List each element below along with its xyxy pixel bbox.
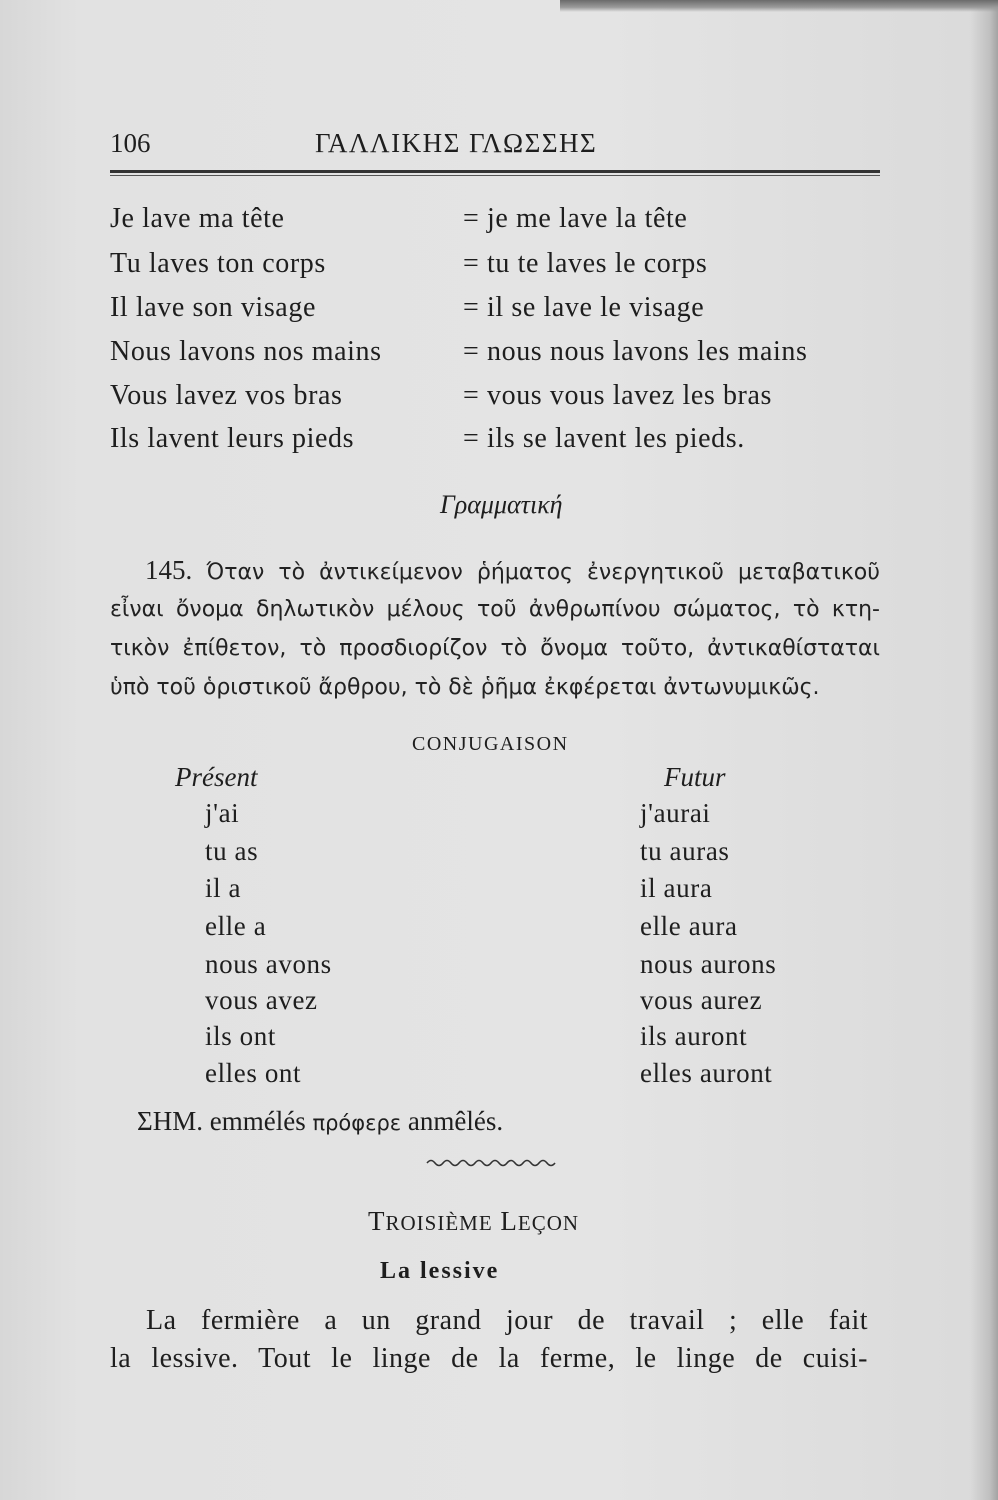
note-pronunciation: anmêlés. (407, 1106, 504, 1136)
present-form: tu as (205, 836, 259, 866)
paragraph-number: 145. (145, 555, 193, 585)
paragraph-line: la lessive. Tout le linge de la ferme, le linge de cuisi- (110, 1343, 868, 1374)
header-rule-thin (110, 175, 880, 176)
example-right: = je me lave la tête (463, 203, 688, 234)
conjugation-heading: CONJUGAISON (412, 733, 569, 755)
future-form: ils auront (640, 1021, 748, 1051)
paragraph-line: ὑπὸ τοῦ ὁριστικοῦ ἄρθρου, τὸ δὲ ῥῆμα ἐκφέρεται ἀντωνυμικῶς. (110, 675, 820, 700)
section-word: EÇON (517, 1211, 580, 1235)
future-form: il aura (640, 873, 713, 903)
page-edge-shadow (970, 0, 998, 1500)
note-label: ΣΗΜ. (137, 1106, 203, 1136)
example-left: Vous lavez vos bras (110, 380, 343, 411)
present-form: ils ont (205, 1021, 276, 1051)
grammar-paragraph (110, 551, 880, 707)
section-initial: L (500, 1206, 518, 1236)
present-form: vous avez (205, 985, 318, 1015)
lesson-paragraph (110, 1302, 868, 1378)
present-form: nous avons (205, 949, 332, 979)
future-form: j'aurai (640, 798, 711, 828)
section-word: ROISIÈME (385, 1211, 493, 1235)
paragraph-text: Όταν τὸ ἀντικείμενον ῥήματος ἐνεργητικοῦ μεταβατικοῦ (206, 560, 880, 585)
present-form: elle a (205, 911, 267, 941)
page-number: 106 (110, 128, 151, 158)
example-left: Il lave son visage (110, 292, 316, 323)
example-left: Tu laves ton corps (110, 248, 326, 279)
wavy-ornament-icon (425, 1156, 560, 1170)
example-right: = tu te laves le corps (463, 248, 708, 279)
present-form: elles ont (205, 1058, 302, 1088)
paragraph-line: τικὸν ἐπίθετον, τὸ προσδιορίζον τὸ ὄνομα τοῦτο, ἀντικαθίσταται (110, 636, 880, 661)
future-form: nous aurons (640, 949, 777, 979)
note-word: emmélés (209, 1106, 306, 1136)
future-heading: Futur (664, 762, 726, 792)
running-head (110, 128, 880, 168)
example-left: Ils lavent leurs pieds (110, 423, 355, 454)
page-top-edge (560, 0, 998, 12)
note-greek: πρόφερε (312, 1111, 402, 1135)
section-initial: T (368, 1206, 386, 1236)
example-right: = ils se lavent les pieds. (463, 423, 745, 454)
header-rule (110, 170, 880, 173)
present-form: j'ai (205, 798, 240, 828)
present-heading: Présent (175, 762, 258, 792)
example-right: = nous nous lavons les mains (463, 336, 808, 367)
grammar-heading: Γραμματική (440, 490, 563, 519)
future-form: elle aura (640, 911, 738, 941)
future-form: tu auras (640, 836, 730, 866)
paragraph-line (110, 551, 880, 590)
example-left: Je lave ma tête (110, 203, 285, 234)
example-right: = il se lave le visage (463, 292, 705, 323)
pronunciation-note (137, 1106, 503, 1137)
example-left: Nous lavons nos mains (110, 336, 382, 367)
present-form: il a (205, 873, 242, 903)
paragraph-line: εἶναι ὄνομα δηλωτικὸν μέλους τοῦ ἀνθρωπίνου σώματος, τὸ κτη- (110, 597, 880, 622)
future-form: elles auront (640, 1058, 773, 1088)
paragraph-line: La fermière a un grand jour de travail ; elle fait (146, 1305, 868, 1336)
section-title (368, 1206, 579, 1237)
lesson-title: La lessive (380, 1258, 500, 1284)
example-right: = vous vous lavez les bras (463, 380, 772, 411)
future-form: vous aurez (640, 985, 763, 1015)
running-title: ΓΑΛΛΙΚΗΣ ΓΛΩΣΣΗΣ (315, 128, 598, 158)
